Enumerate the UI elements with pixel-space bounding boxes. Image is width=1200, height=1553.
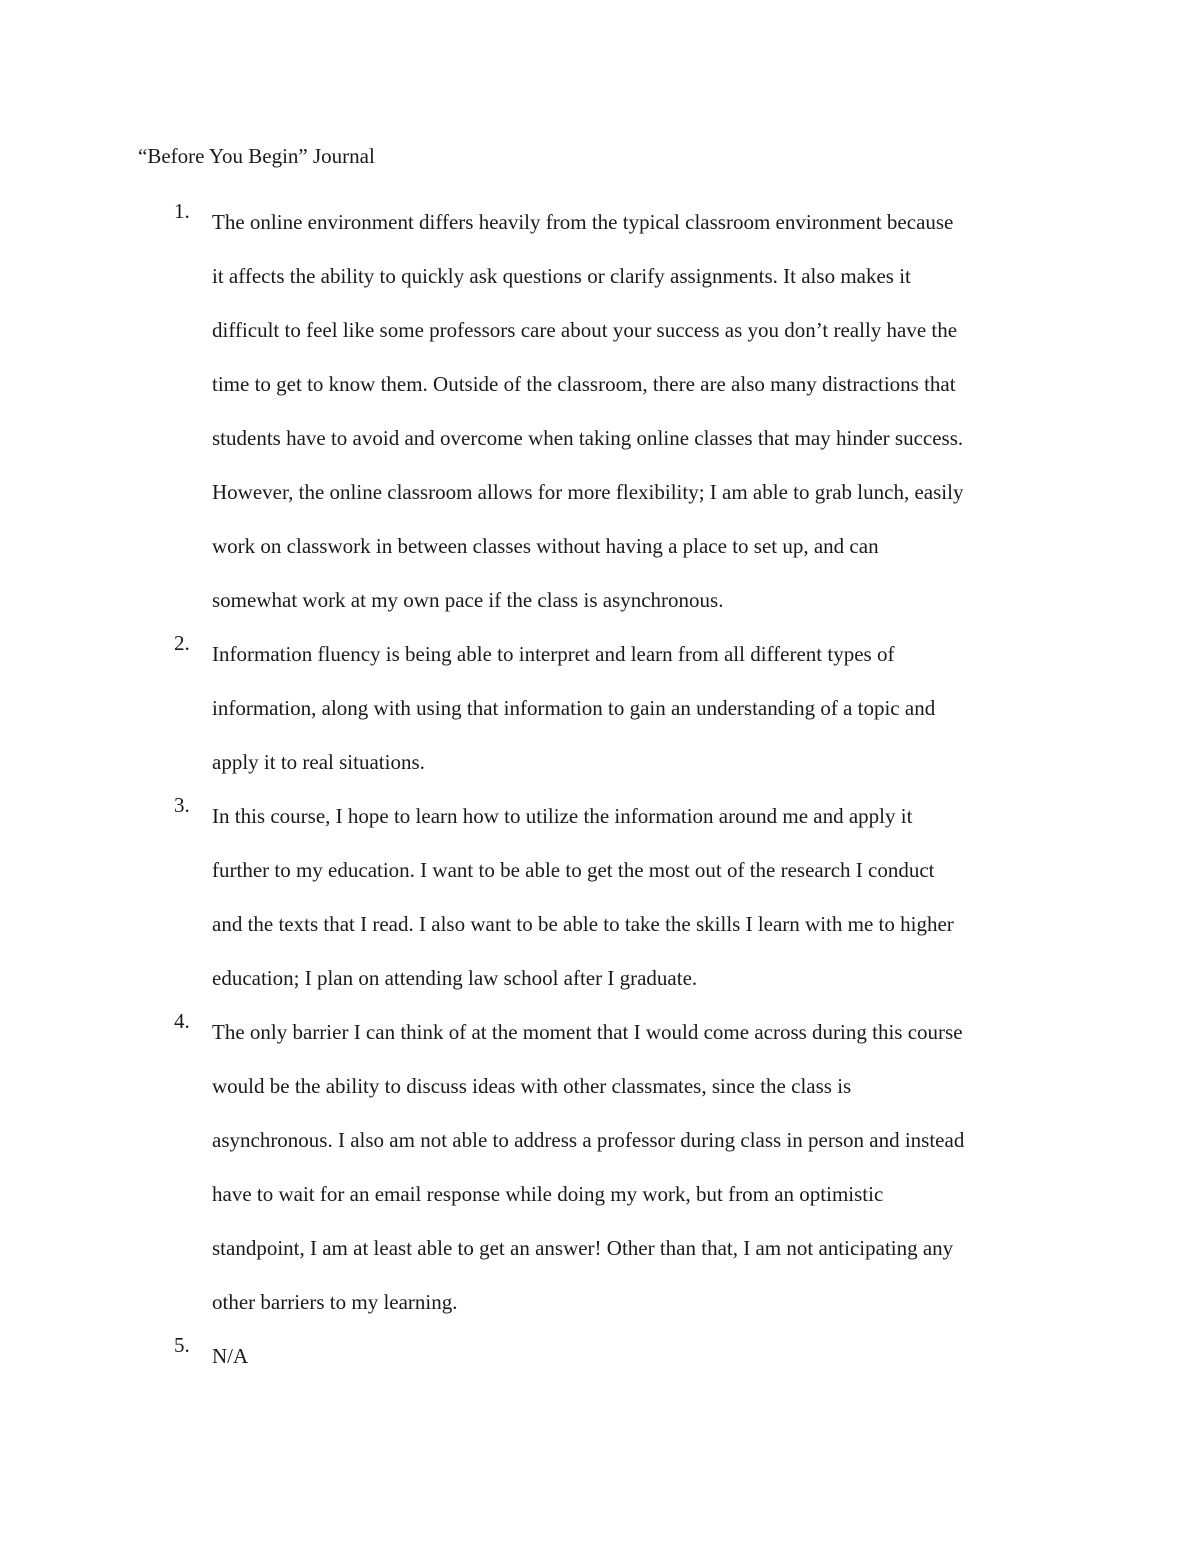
answer-line: asynchronous. I also am not able to address a professor during class in person and instead [212,1128,965,1152]
answer-line: education; I plan on attending law school after I graduate. [212,966,698,990]
answer-line: would be the ability to discuss ideas with other classmates, since the class is [212,1074,852,1098]
item-number: 2. [174,631,190,655]
answer-text [212,1318,1064,1383]
answer-line: and the texts that I read. I also want to be able to take the skills I learn with me to higher [212,912,954,936]
item-number: 1. [174,199,190,223]
answer-line: it affects the ability to quickly ask questions or clarify assignments. It also makes it [212,264,911,288]
answer-line: time to get to know them. Outside of the classroom, there are also many distractions that [212,372,956,396]
answer-text [212,616,1064,789]
item-number: 5. [174,1333,190,1357]
answer-line: The only barrier I can think of at the moment that I would come across during this course [212,1020,963,1044]
journal-answer-item-1 [0,184,1064,627]
answer-line: However, the online classroom allows for more flexibility; I am able to grab lunch, easily [212,480,964,504]
journal-answer-list [0,195,1200,1383]
journal-answer-item-5 [0,1318,1064,1383]
answer-text [212,994,1064,1329]
journal-answer-item-2 [0,616,1064,789]
answer-line: Information fluency is being able to interpret and learn from all different types of [212,642,895,666]
answer-line: The online environment differs heavily from the typical classroom environment because [212,210,954,234]
item-number: 3. [174,793,190,817]
answer-line: other barriers to my learning. [212,1290,458,1314]
answer-line: difficult to feel like some professors care about your success as you don’t really have the [212,318,958,342]
answer-line: have to wait for an email response while doing my work, but from an optimistic [212,1182,884,1206]
answer-line: students have to avoid and overcome when taking online classes that may hinder success. [212,426,964,450]
answer-line: standpoint, I am at least able to get an answer! Other than that, I am not anticipating any [212,1236,954,1260]
answer-text [212,778,1064,1005]
answer-line: N/A [212,1344,249,1368]
item-number: 4. [174,1009,190,1033]
answer-line: apply it to real situations. [212,750,425,774]
answer-line: somewhat work at my own pace if the class is asynchronous. [212,588,724,612]
answer-text [212,184,1064,627]
answer-line: further to my education. I want to be able to get the most out of the research I conduct [212,858,935,882]
journal-answer-item-3 [0,778,1064,1005]
document-title: “Before You Begin” Journal [138,144,375,168]
answer-line: information, along with using that information to gain an understanding of a topic and [212,696,936,720]
journal-answer-item-4 [0,994,1064,1329]
answer-line: In this course, I hope to learn how to utilize the information around me and apply it [212,804,913,828]
answer-line: work on classwork in between classes without having a place to set up, and can [212,534,879,558]
